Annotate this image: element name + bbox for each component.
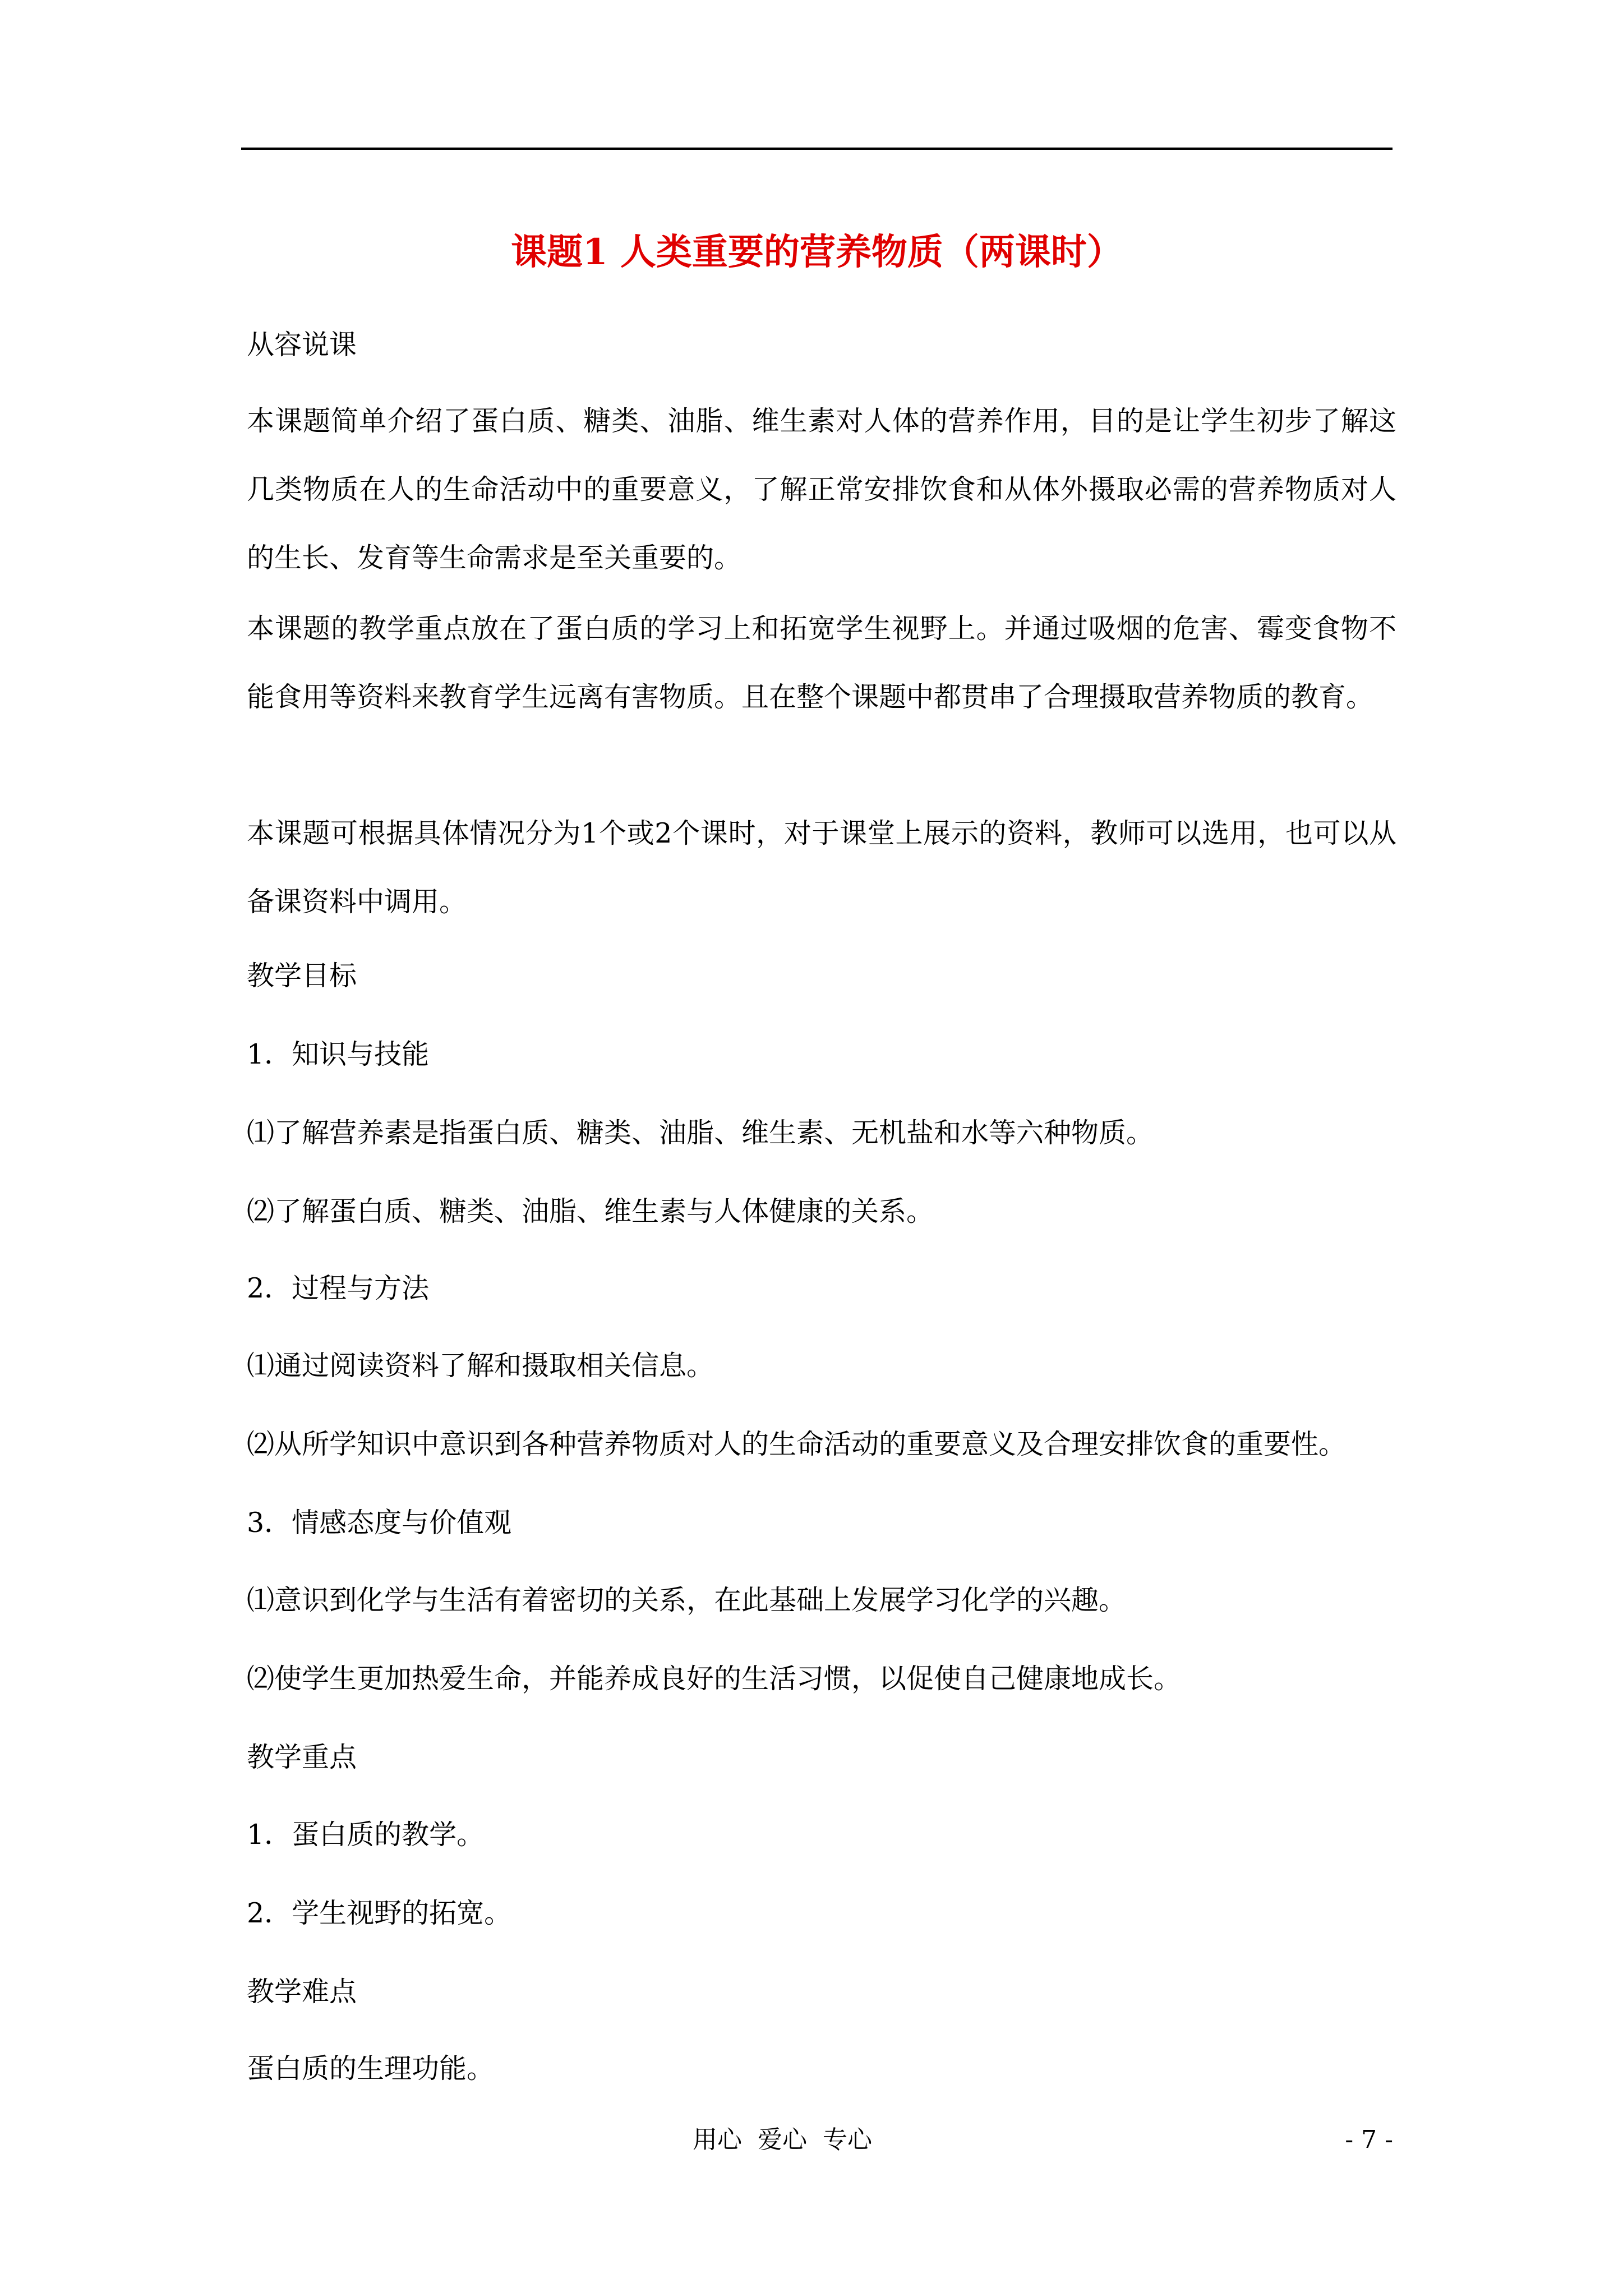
key-point-2: 2．学生视野的拓宽。 — [247, 1897, 512, 1929]
goal-3-heading: 3．情感态度与价值观 — [247, 1507, 512, 1539]
page-title: 课题1 人类重要的营养物质（两课时） — [511, 231, 1123, 273]
difficulty-text: 蛋白质的生理功能。 — [247, 2053, 495, 2085]
page-number: - 7 - — [1345, 2125, 1393, 2154]
goal-1-item-2: ⑵了解蛋白质、糖类、油脂、维生素与人体健康的关系。 — [247, 1195, 934, 1227]
intro-heading: 从容说课 — [247, 329, 357, 361]
goal-1-heading: 1．知识与技能 — [247, 1038, 430, 1070]
goals-heading: 教学目标 — [247, 960, 357, 992]
intro-paragraph-1: 本课题简单介绍了蛋白质、糖类、油脂、维生素对人体的营养作用，目的是让学生初步了解这几类物质在人的生命活动中的重要意义，了解正常安排饮食和从体外摄取必需的营养物质对人的生长、发育等生命需求是至关重要的。 — [247, 405, 1396, 574]
footer-motto: 用心 爱心 专心 — [693, 2125, 872, 2154]
goal-2-item-1: ⑴通过阅读资料了解和摄取相关信息。 — [247, 1350, 714, 1382]
header-rule — [241, 148, 1393, 150]
intro-paragraph-3: 本课题可根据具体情况分为1个或2个课时，对于课堂上展示的资料，教师可以选用，也可以从备课资料中调用。 — [247, 817, 1396, 918]
goal-2-heading: 2．过程与方法 — [247, 1272, 430, 1304]
key-points-heading: 教学重点 — [247, 1741, 357, 1773]
goal-2-item-2: ⑵从所学知识中意识到各种营养物质对人的生命活动的重要意义及合理安排饮食的重要性。 — [247, 1428, 1347, 1460]
goal-3-item-1: ⑴意识到化学与生活有着密切的关系，在此基础上发展学习化学的兴趣。 — [247, 1584, 1127, 1616]
difficulty-heading: 教学难点 — [247, 1976, 357, 2008]
intro-paragraph-2: 本课题的教学重点放在了蛋白质的学习上和拓宽学生视野上。并通过吸烟的危害、霉变食物不能食用等资料来教育学生远离有害物质。且在整个课题中都贯串了合理摄取营养物质的教育。 — [247, 613, 1396, 713]
goal-3-item-2: ⑵使学生更加热爱生命，并能养成良好的生活习惯，以促使自己健康地成长。 — [247, 1663, 1182, 1695]
key-point-1: 1．蛋白质的教学。 — [247, 1819, 485, 1851]
goal-1-item-1: ⑴了解营养素是指蛋白质、糖类、油脂、维生素、无机盐和水等六种物质。 — [247, 1117, 1154, 1149]
